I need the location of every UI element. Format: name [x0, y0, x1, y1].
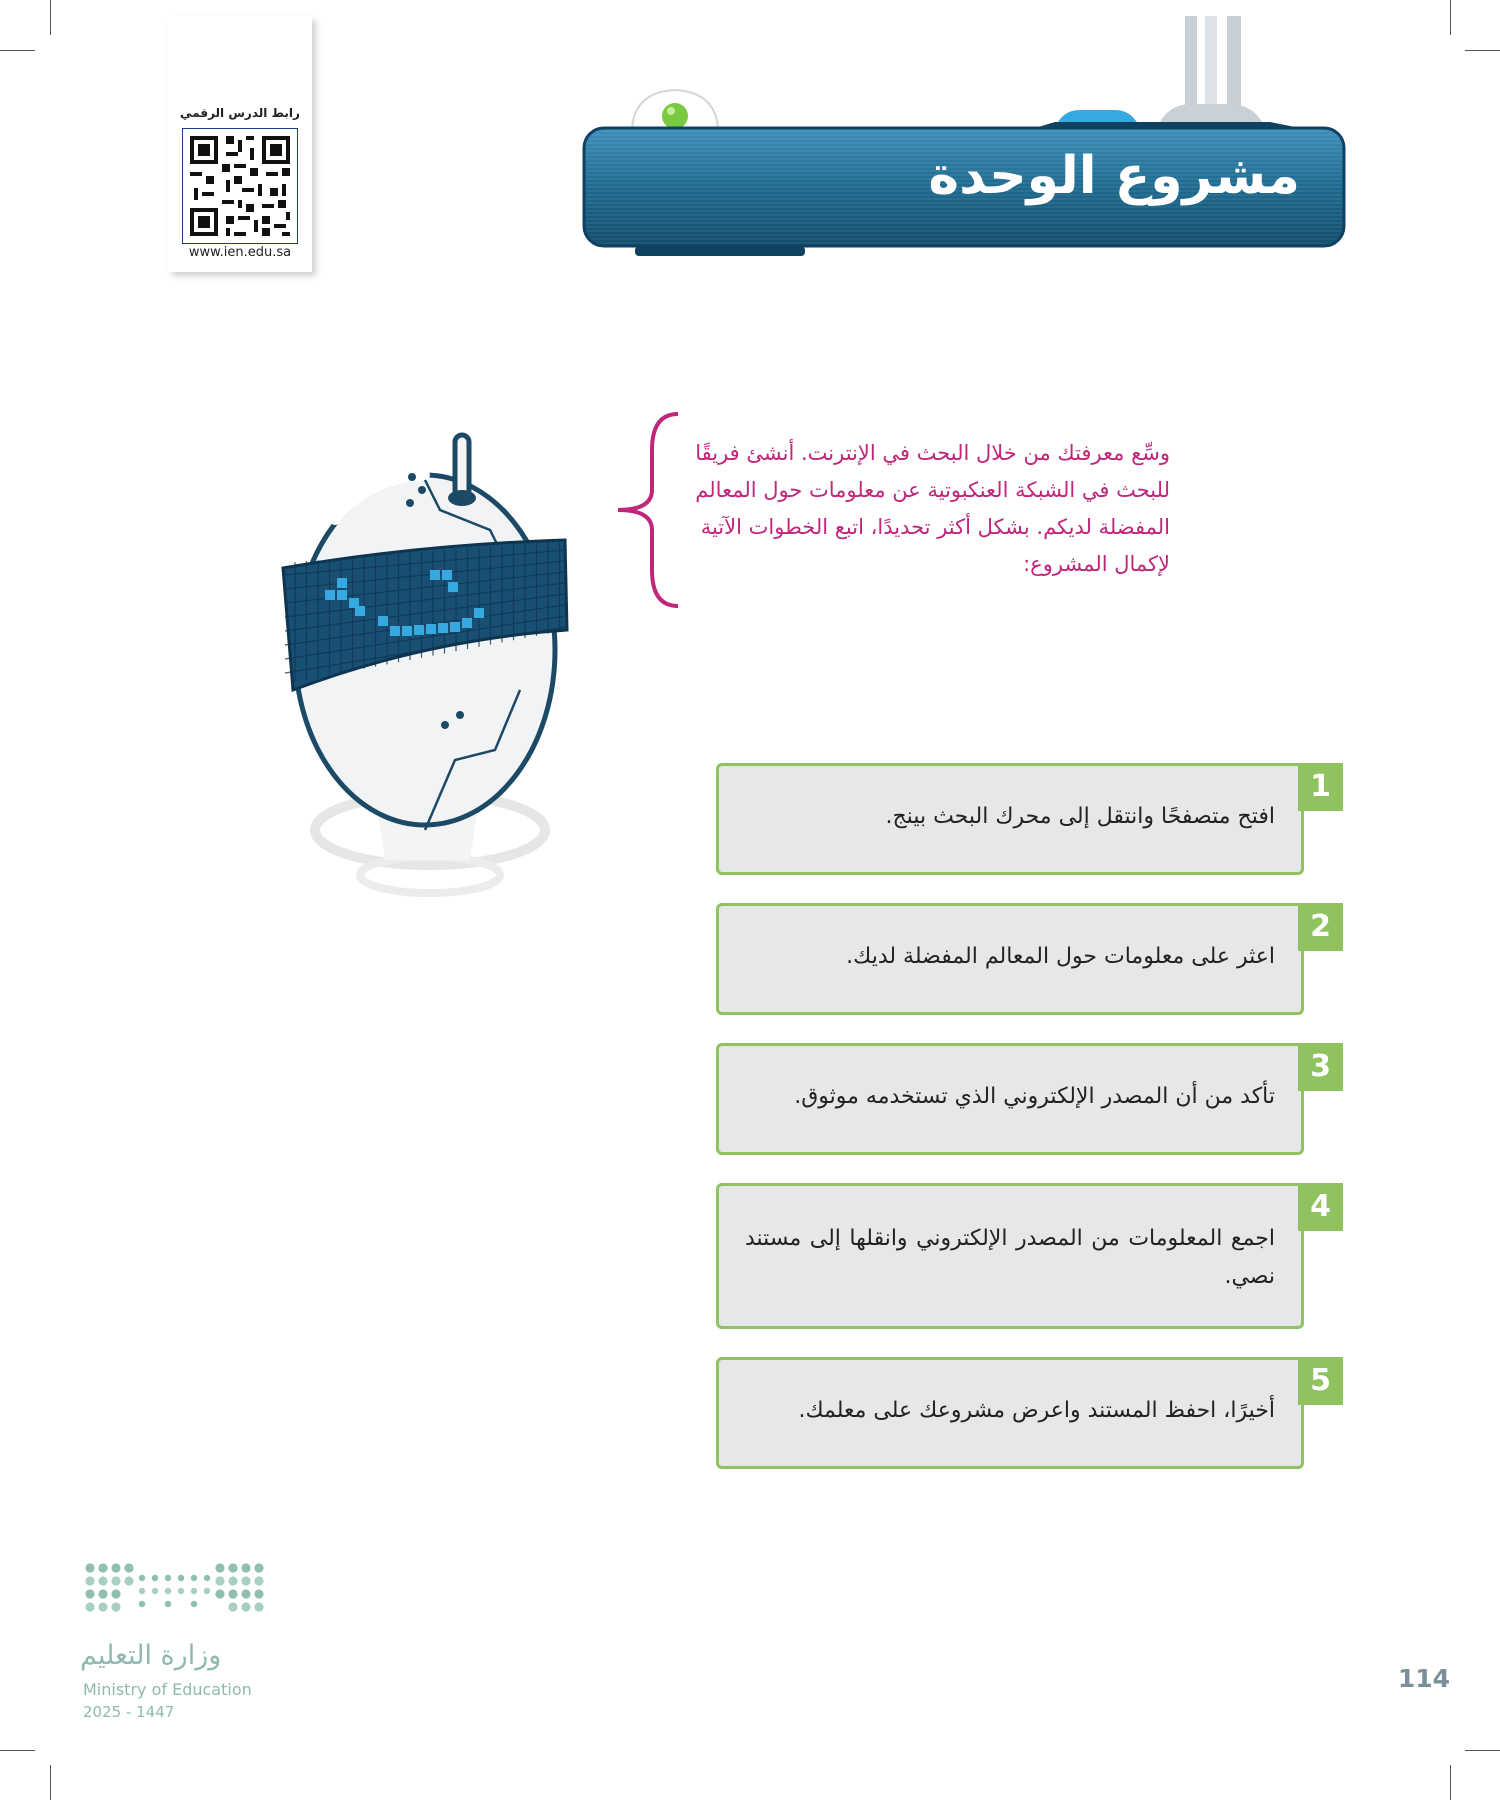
step-box [716, 1183, 1304, 1329]
step-number-badge: 2 [1298, 903, 1343, 951]
crop-mark [0, 1750, 35, 1751]
crop-mark [0, 50, 35, 51]
robot-illustration [275, 420, 575, 910]
step-box [716, 763, 1304, 875]
step-number-badge: 3 [1298, 1043, 1343, 1091]
crop-mark [50, 0, 51, 35]
qr-label: رابط الدرس الرقمي [180, 106, 300, 120]
page-title: مشروع الوحدة [928, 146, 1300, 206]
crop-mark [1465, 50, 1500, 51]
ministry-name-english: Ministry of Education [83, 1680, 252, 1699]
qr-url[interactable]: www.ien.edu.sa [188, 245, 292, 260]
intro-paragraph: وسِّع معرفتك من خلال البحث في الإنترنت. أنشئ فريقًا للبحث في الشبكة العنكبوتية عن معلومات حول المعالم المفضلة لديكم. بشكل أكثر تحديدًا، اتبع الخطوات الآتية لإكمال المشروع: [695, 441, 1170, 576]
step-text: أخيرًا، احفظ المستند واعرض مشروعك على معلمك. [798, 1398, 1275, 1423]
crop-mark [1465, 1750, 1500, 1751]
step-number-badge: 1 [1298, 763, 1343, 811]
step-text: افتح متصفحًا وانتقل إلى محرك البحث بينج. [885, 804, 1275, 829]
step-box [716, 1043, 1304, 1155]
crop-mark [1450, 1765, 1451, 1800]
step-number-badge: 5 [1298, 1357, 1343, 1405]
step-box [716, 903, 1304, 1015]
crop-mark [1450, 0, 1451, 35]
qr-card [168, 16, 312, 272]
crop-mark [50, 1765, 51, 1800]
qr-code-icon[interactable] [182, 128, 298, 244]
step-text: اجمع المعلومات من المصدر الإلكتروني وانقلها إلى مستند نصي. [745, 1226, 1275, 1289]
banner-graphic [580, 10, 1350, 272]
step-text: تأكد من أن المصدر الإلكتروني الذي تستخدمه موثوق. [794, 1084, 1275, 1109]
step-number-badge: 4 [1298, 1183, 1343, 1231]
ministry-logo-dots [84, 1560, 268, 1630]
ministry-name-arabic: وزارة التعليم [80, 1640, 222, 1671]
step-text: اعثر على معلومات حول المعالم المفضلة لديك. [846, 944, 1275, 969]
page-number: 114 [1397, 1664, 1450, 1693]
ministry-year: 2025 - 1447 [83, 1703, 175, 1721]
step-box [716, 1357, 1304, 1469]
